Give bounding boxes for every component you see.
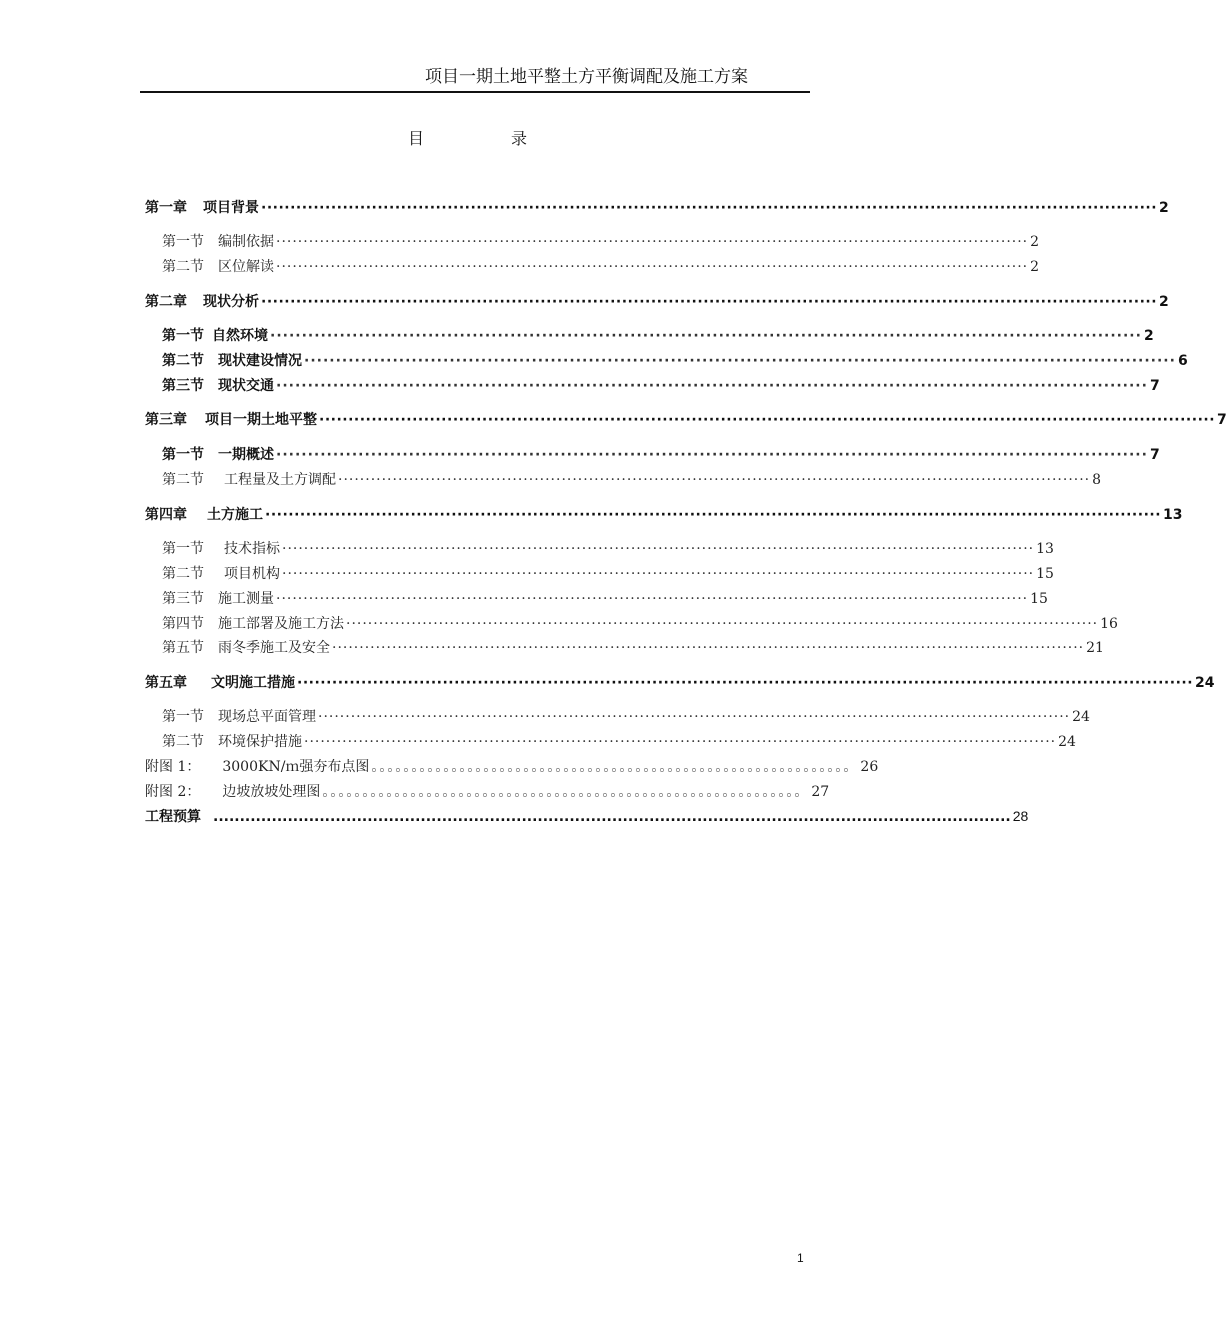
toc-entry-number: 附图 1： [145,759,201,775]
toc-entry-number: 第二节 [162,734,204,750]
toc-entry-number: 第一节 [162,328,204,344]
toc-entry-page: 15 [1036,566,1054,582]
toc-entry-title: 一期概述 [218,447,274,463]
toc-entry-section-5-2[interactable] [162,731,1076,753]
toc-entry-number: 第二节 [162,353,204,369]
toc-heading-left: 目 [408,129,425,148]
toc-entry-section-3-1[interactable] [162,444,1160,466]
toc-entry-number: 第二节 [162,472,204,488]
header-divider [140,91,810,93]
toc-entry-number: 第一章 [145,200,187,216]
toc-entry-section-3-2[interactable] [162,469,1102,491]
toc-entry-title: 现状交通 [218,378,274,394]
toc-leader-dots: ·········································································································································· [332,640,1085,656]
toc-entry-title: 项目机构 [224,566,280,582]
toc-entry-section-1-2[interactable] [162,256,1040,278]
toc-entry-appendix-2[interactable] [145,781,830,803]
toc-entry-page: 6 [1177,353,1188,369]
toc-entry-number: 第一节 [162,541,204,557]
toc-heading-right: 录 [511,129,528,148]
toc-entry-title: 边坡放坡处理图 [222,784,321,800]
toc-entry-title: 工程预算 [145,809,201,825]
toc-leader-dots: ·········································································································································· [282,566,1035,582]
toc-entry-budget[interactable] [145,805,1029,827]
toc-entry-number: 第五节 [162,640,204,656]
toc-entry-number: 第三章 [145,412,187,428]
toc-leader-dots: ·········································································································································· [282,541,1035,557]
toc-entry-title: 区位解读 [218,259,274,275]
toc-leader-dots: ·························································································································································· [261,200,1158,216]
toc-entry-chapter-1[interactable] [145,197,1169,219]
toc-entry-page: 2 [1159,294,1169,310]
toc-entry-number: 第四节 [162,616,204,632]
toc-entry-section-2-2[interactable] [162,350,1188,372]
toc-entry-section-4-5[interactable] [162,637,1104,659]
toc-entry-section-4-3[interactable] [162,588,1048,610]
toc-entry-title: 自然环境 [212,328,268,344]
toc-entry-number: 第四章 [145,507,187,523]
toc-leader-dots: ·········································································································································· [276,591,1029,607]
toc-entry-page: 24 [1195,675,1215,691]
toc-leader-dots: ·········································································································································· [276,378,1148,394]
toc-leader-dots: ·········································································································································· [276,447,1148,463]
toc-entry-page: 8 [1092,472,1102,488]
toc-entry-section-2-3[interactable] [162,375,1160,397]
toc-entry-number: 第一节 [162,709,204,725]
toc-entry-page: 16 [1100,616,1118,632]
toc-entry-section-4-2[interactable] [162,563,1054,585]
toc-entry-page: 21 [1086,640,1104,656]
toc-entry-number: 附图 2： [145,784,201,800]
toc-leader-dots: ·························································································································································· [319,412,1216,428]
toc-entry-title: 环境保护措施 [218,734,302,750]
toc-entry-section-4-4[interactable] [162,613,1118,635]
toc-entry-page: 2 [1143,328,1154,344]
page-number: 1 [797,1251,804,1265]
toc-entry-page: 13 [1163,507,1183,523]
toc-entry-page: 7 [1149,447,1160,463]
toc-leader-dots: ·········································································································································· [304,734,1057,750]
toc-entry-title: 3000KN/ｍ强夯布点图 [222,759,370,775]
toc-leader-dots: ...................................................................................................................................................... [213,809,1011,825]
toc-entry-appendix-1[interactable] [145,756,879,778]
toc-entry-page: 13 [1036,541,1054,557]
toc-leader-dots: 。。。。。。。。。。。。。。。。。。。。。。。。。。。。。。。。。。。。。。。。。。。。。。。。。。。。。。。。。。。。 [322,784,810,800]
toc-leader-dots: ·························································································································································· [297,675,1194,691]
toc-entry-page: 24 [1058,734,1076,750]
toc-leader-dots: ·························································································································································· [261,294,1158,310]
toc-leader-dots: ·········································································································································· [270,328,1142,344]
toc-leader-dots: 。。。。。。。。。。。。。。。。。。。。。。。。。。。。。。。。。。。。。。。。。。。。。。。。。。。。。。。。。。。。 [371,759,859,775]
toc-leader-dots: ·········································································································································· [276,259,1029,275]
toc-entry-page: 7 [1217,412,1227,428]
toc-entry-number: 第二章 [145,294,187,310]
toc-entry-page: 2 [1159,200,1169,216]
toc-entry-number: 第二节 [162,259,204,275]
toc-entry-title: 现场总平面管理 [218,709,316,725]
toc-entry-number: 第二节 [162,566,204,582]
toc-entry-page: 2 [1030,259,1040,275]
toc-entry-section-4-1[interactable] [162,538,1054,560]
toc-entry-title: 项目背景 [203,200,259,216]
toc-leader-dots: ·········································································································································· [304,353,1176,369]
toc-entry-number: 第一节 [162,447,204,463]
page-header-title: 项目一期土地平整土方平衡调配及施工方案 [425,67,748,87]
toc-leader-dots: ·························································································································································· [265,507,1162,523]
toc-entry-title: 项目一期土地平整 [205,412,317,428]
toc-entry-page: 26 [860,759,879,775]
toc-entry-title: 施工测量 [218,591,274,607]
toc-entry-page: 24 [1072,709,1090,725]
toc-entry-page: 28 [1012,808,1029,824]
toc-entry-chapter-2[interactable] [145,291,1169,313]
toc-entry-page: 2 [1030,234,1040,250]
toc-entry-title: 现状建设情况 [218,353,302,369]
toc-entry-section-1-1[interactable] [162,231,1040,253]
toc-entry-page: 7 [1149,378,1160,394]
toc-entry-number: 第一节 [162,234,204,250]
toc-entry-title: 施工部署及施工方法 [218,616,344,632]
toc-entry-page: 27 [811,784,830,800]
toc-leader-dots: ·········································································································································· [338,472,1091,488]
toc-entry-number: 第三节 [162,378,204,394]
toc-leader-dots: ·········································································································································· [318,709,1071,725]
toc-entry-number: 第五章 [145,675,187,691]
toc-entry-section-2-1[interactable] [162,325,1154,347]
toc-entry-title: 雨冬季施工及安全 [218,640,330,656]
toc-entry-title: 技术指标 [224,541,280,557]
toc-entry-title: 文明施工措施 [211,675,295,691]
toc-entry-title: 现状分析 [203,294,259,310]
toc-entry-title: 工程量及土方调配 [224,472,336,488]
toc-entry-title: 土方施工 [207,507,263,523]
toc-entry-page: 15 [1030,591,1048,607]
toc-leader-dots: ·········································································································································· [346,616,1099,632]
toc-leader-dots: ·········································································································································· [276,234,1029,250]
toc-entry-title: 编制依据 [218,234,274,250]
toc-entry-chapter-5[interactable] [145,672,1215,694]
toc-entry-number: 第三节 [162,591,204,607]
toc-entry-chapter-3[interactable] [145,409,1227,431]
toc-entry-chapter-4[interactable] [145,504,1183,526]
toc-entry-section-5-1[interactable] [162,706,1090,728]
